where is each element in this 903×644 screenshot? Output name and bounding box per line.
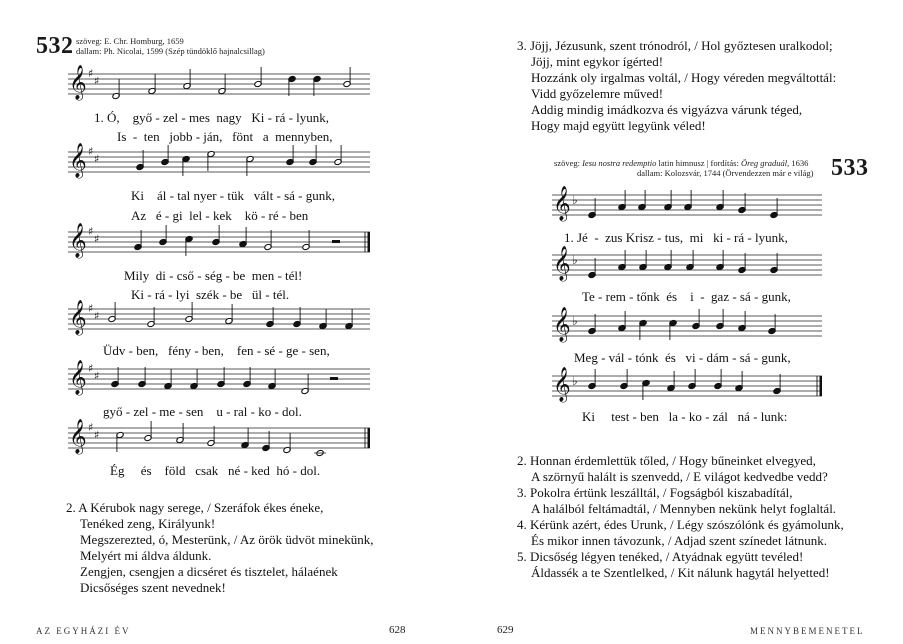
verse-line: 3. Pokolra értünk leszálltál, / Fogságból kiszabadítál, — [517, 485, 793, 500]
sharp-sign: ♯ — [94, 428, 100, 442]
hymn-532-lyric-line: győ - zel - me - sen u - ral - ko - dol. — [103, 404, 302, 419]
verse-line: 4. Kérünk azért, édes Urunk, / Légy szószólónk és gyámolunk, — [517, 517, 844, 532]
sharp-sign: ♯ — [88, 302, 94, 315]
sharp-sign: ♯ — [94, 74, 100, 88]
verse-line: Hozzánk oly irgalmas voltál, / Hogy véreden megváltottál: — [531, 70, 837, 85]
hymn-number-533: 533 — [831, 155, 869, 181]
hymn-532-lyric-line: Az é - gi lel - kek kö - ré - ben — [131, 208, 309, 223]
hymn-532-music-credit: dallam: Ph. Nicolai, 1599 (Szép tündöklő hajnalcsillag) — [76, 46, 265, 56]
treble-clef: 𝄞 — [69, 419, 87, 454]
half-rest — [332, 240, 340, 243]
left-page-number: 628 — [389, 624, 406, 636]
sharp-sign: ♯ — [88, 67, 94, 80]
hymn-532-lyric-line: 1. Ó, győ - zel - mes nagy Ki - rá - lyunk, — [94, 110, 330, 125]
treble-clef: 𝄞 — [553, 246, 571, 281]
sharp-sign: ♯ — [94, 152, 100, 166]
right-page-number: 629 — [497, 624, 514, 636]
treble-clef: 𝄞 — [553, 307, 571, 342]
verse-line: A szörnyű halált is szenvedd, / E világot kedvedbe vedd? — [531, 469, 828, 484]
flat-sign: ♭ — [572, 314, 578, 328]
hymn-533-lyric-line: Meg - vál - tónk és vi - dám - sá - gunk, — [574, 350, 791, 365]
credit-year: 1636 — [789, 158, 809, 168]
flat-sign: ♭ — [572, 193, 578, 207]
hymn-532-verse-2 — [66, 500, 374, 596]
hymn-533-lyric-line: 1. Jé - zus Krisz - tus, mi ki - rá - lyunk, — [564, 230, 788, 245]
verse-line: Áldassék a te Szentlelked, / Kit nálunk hagytál helyetted! — [531, 565, 830, 580]
verse-line: Zengjen, csengjen a dicséret és tisztelet, hálaének — [80, 564, 338, 579]
hymn-532-lyric-line: Ki ál - tal nyer - tük vált - sá - gunk, — [131, 188, 335, 203]
treble-clef: 𝄞 — [553, 367, 571, 402]
verse-line: Dicsőséges szent nevednek! — [80, 580, 226, 595]
hymn-533-lyric-line: Te - rem - tőnk és i - gaz - sá - gunk, — [582, 289, 791, 304]
sharp-sign: ♯ — [88, 421, 94, 434]
verse-line: Melyért mi áldva áldunk. — [80, 548, 212, 563]
right-running-footer: MENNYBEMENETEL — [750, 626, 865, 636]
sharp-sign: ♯ — [88, 225, 94, 238]
hymn-532-music-notation — [0, 0, 451, 500]
verse-line: Hogy majd együtt legyünk véled! — [531, 118, 706, 133]
treble-clef: 𝄞 — [69, 223, 87, 258]
sharp-sign: ♯ — [94, 309, 100, 323]
half-rest — [330, 377, 338, 380]
verse-line: Vidd győzelemre műved! — [531, 86, 664, 101]
verse-line: És mikor innen távozunk, / Adjad szent színedet látnunk. — [531, 533, 828, 548]
right-page — [452, 0, 903, 644]
treble-clef: 𝄞 — [69, 300, 87, 335]
verse-line: Addig mindig imádkozva és vigyázva várunk téged, — [531, 102, 803, 117]
verse-line: Tenéked zeng, Királyunk! — [80, 516, 216, 531]
credit-prefix: szöveg: — [554, 158, 583, 168]
hymn-number-532: 532 — [36, 33, 74, 59]
sharp-sign: ♯ — [94, 232, 100, 246]
credit-title: Iesu nostra redemptio — [582, 158, 657, 168]
hymn-533-lyric-line: Ki test - ben la - ko - zál ná - lunk: — [582, 409, 788, 424]
verse-line: Jöjj, mint egykor ígérted! — [531, 54, 664, 69]
sharp-sign: ♯ — [88, 362, 94, 375]
treble-clef: 𝄞 — [69, 65, 87, 100]
left-running-footer: AZ EGYHÁZI ÉV — [36, 626, 131, 636]
sharp-sign: ♯ — [88, 145, 94, 158]
verse-line: 2. Honnan érdemlettük tőled, / Hogy bűneinket elvegyed, — [517, 453, 816, 468]
flat-sign: ♭ — [572, 374, 578, 388]
hymn-532-lyric-line: Is - ten jobb - ján, fönt a mennyben, — [104, 129, 333, 144]
treble-clef: 𝄞 — [69, 360, 87, 395]
verse-line: 2. A Kérubok nagy serege, / Szeráfok ékes éneke, — [66, 500, 324, 515]
left-page — [0, 0, 451, 644]
hymn-532-lyric-line: Mily di - cső - ség - be men - tél! — [124, 268, 303, 283]
treble-clef: 𝄞 — [553, 186, 571, 221]
hymn-533-verses-2-5 — [517, 453, 844, 581]
final-bar — [368, 428, 371, 448]
verse-line: A halálból feltámadtál, / Mennyben nekünk helyt foglaltál. — [531, 501, 837, 516]
final-bar — [820, 376, 823, 396]
credit-source: Öreg graduál, — [740, 158, 790, 168]
verse-line: 5. Dicsőség légyen tenéked, / Atyádnak együtt tevéled! — [517, 549, 804, 564]
hymn-532-lyric-line: Ég és föld csak né - ked hó - dol. — [110, 463, 321, 478]
flat-sign: ♭ — [572, 253, 578, 267]
treble-clef: 𝄞 — [69, 143, 87, 178]
verse-line: Megszerezted, ó, Mesterünk, / Az örök üdvöt minekünk, — [80, 532, 374, 547]
hymn-533-music-credit: dallam: Kolozsvár, 1744 (Örvendezzen már e világ) — [637, 168, 814, 178]
hymn-532-lyric-line: Üdv - ben, fény - ben, fen - sé - ge - sen, — [103, 343, 330, 358]
hymn-532-text-credit: szöveg: E. Chr. Homburg, 1659 — [76, 36, 184, 46]
final-bar — [368, 232, 371, 252]
verse-line: 3. Jöjj, Jézusunk, szent trónodról, / Hol győztesen uralkodol; — [517, 38, 833, 53]
sharp-sign: ♯ — [94, 369, 100, 383]
hymn-532-lyric-line: Ki - rá - lyi szék - be ül - tél. — [131, 287, 290, 302]
credit-mid: latin himnusz | fordítás: — [656, 158, 741, 168]
